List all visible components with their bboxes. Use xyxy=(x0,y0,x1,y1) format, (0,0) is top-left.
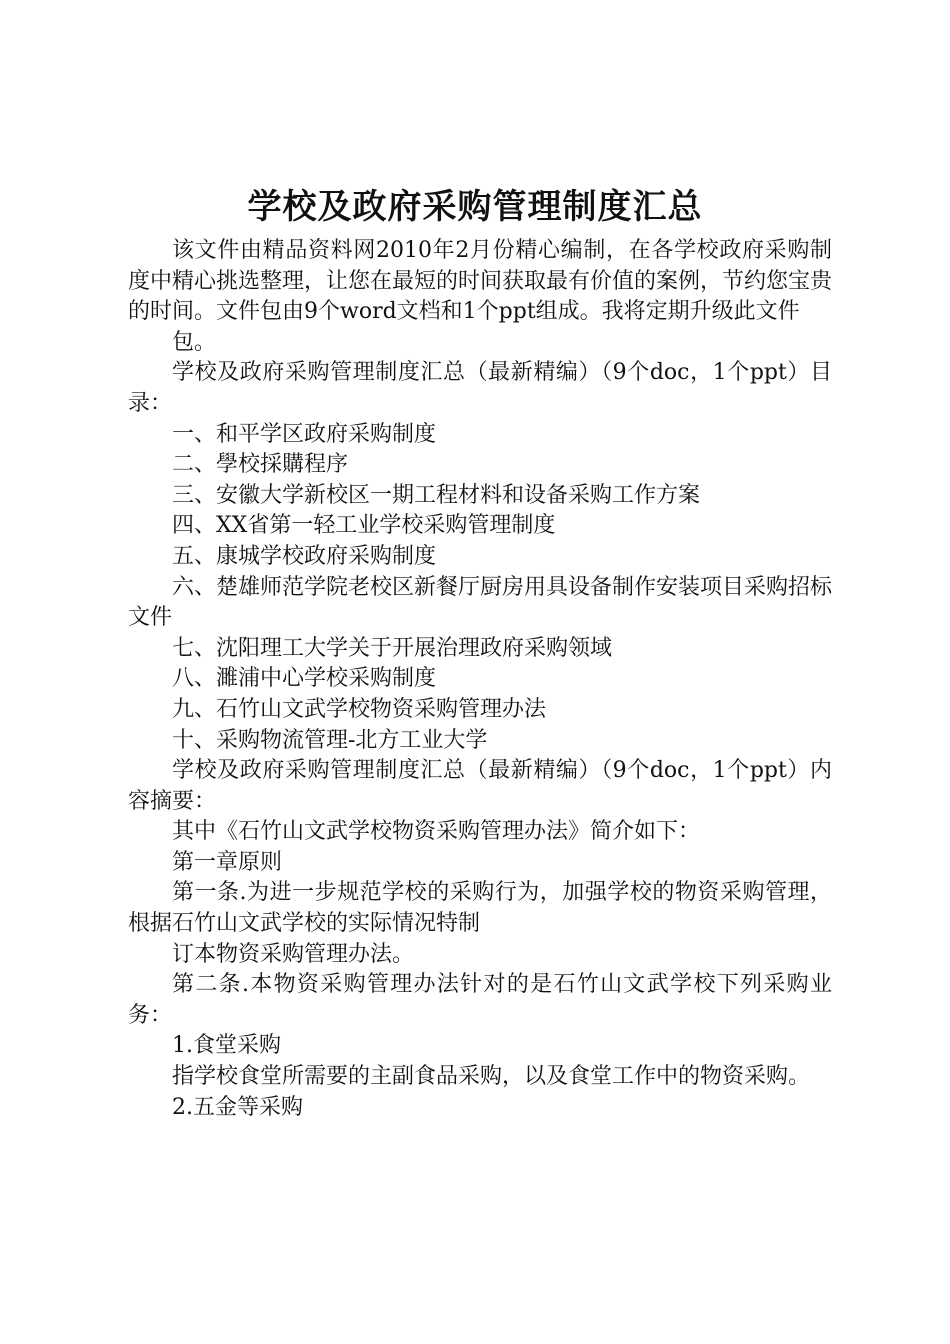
toc-item-9: 九、石竹山文武学校物资采购管理办法 xyxy=(172,696,547,722)
paragraph-summary-heading: 学校及政府采购管理制度汇总（最新精编）（9个doc，1个ppt）内容摘要： xyxy=(128,758,832,814)
toc-item-10: 十、采购物流管理-北方工业大学 xyxy=(172,727,488,753)
toc-item-6: 六、楚雄师范学院老校区新餐厅厨房用具设备制作安装项目采购招标文件 xyxy=(128,574,833,631)
paragraph-intro-end: 包。 xyxy=(172,329,217,355)
item-2-heading: 2.五金等采购 xyxy=(172,1094,303,1120)
paragraph-summary-intro: 其中《石竹山文武学校物资采购管理办法》简介如下： xyxy=(172,819,701,845)
article-2: 第二条.本物资采购管理办法针对的是石竹山文武学校下列采购业务： xyxy=(128,972,832,1028)
article-1-end: 订本物资采购管理办法。 xyxy=(172,941,415,967)
toc-item-5: 五、康城学校政府采购制度 xyxy=(172,543,437,569)
toc-item-2: 二、學校採購程序 xyxy=(172,452,349,478)
chapter-heading: 第一章原则 xyxy=(172,849,283,875)
paragraph-toc-heading: 学校及政府采购管理制度汇总（最新精编）（9个doc，1个ppt）目录： xyxy=(128,360,832,416)
toc-item-3: 三、安徽大学新校区一期工程材料和设备采购工作方案 xyxy=(172,482,701,508)
toc-item-4: 四、XX省第一轻工业学校采购管理制度 xyxy=(172,513,556,539)
item-1-heading: 1.食堂采购 xyxy=(172,1033,281,1059)
toc-item-1: 一、和平学区政府采购制度 xyxy=(172,421,437,447)
toc-item-7: 七、沈阳理工大学关于开展治理政府采购领域 xyxy=(172,635,613,661)
toc-item-8: 八、濉浦中心学校采购制度 xyxy=(172,666,437,692)
paragraph-intro: 该文件由精品资料网2010年2月份精心编制，在各学校政府采购制度中精心挑选整理，让您在最短的时间获取最有价值的案例，节约您宝贵的时间。文件包由9个word文档和1个ppt组成。我将定期升级此文件 xyxy=(128,238,833,325)
document-body xyxy=(128,236,832,1123)
item-1-text: 指学校食堂所需要的主副食品采购，以及食堂工作中的物资采购。 xyxy=(172,1064,811,1090)
article-1: 第一条.为进一步规范学校的采购行为，加强学校的物资采购管理，根据石竹山文武学校的实际情况特制 xyxy=(128,880,832,937)
document-title: 学校及政府采购管理制度汇总 xyxy=(247,187,703,227)
